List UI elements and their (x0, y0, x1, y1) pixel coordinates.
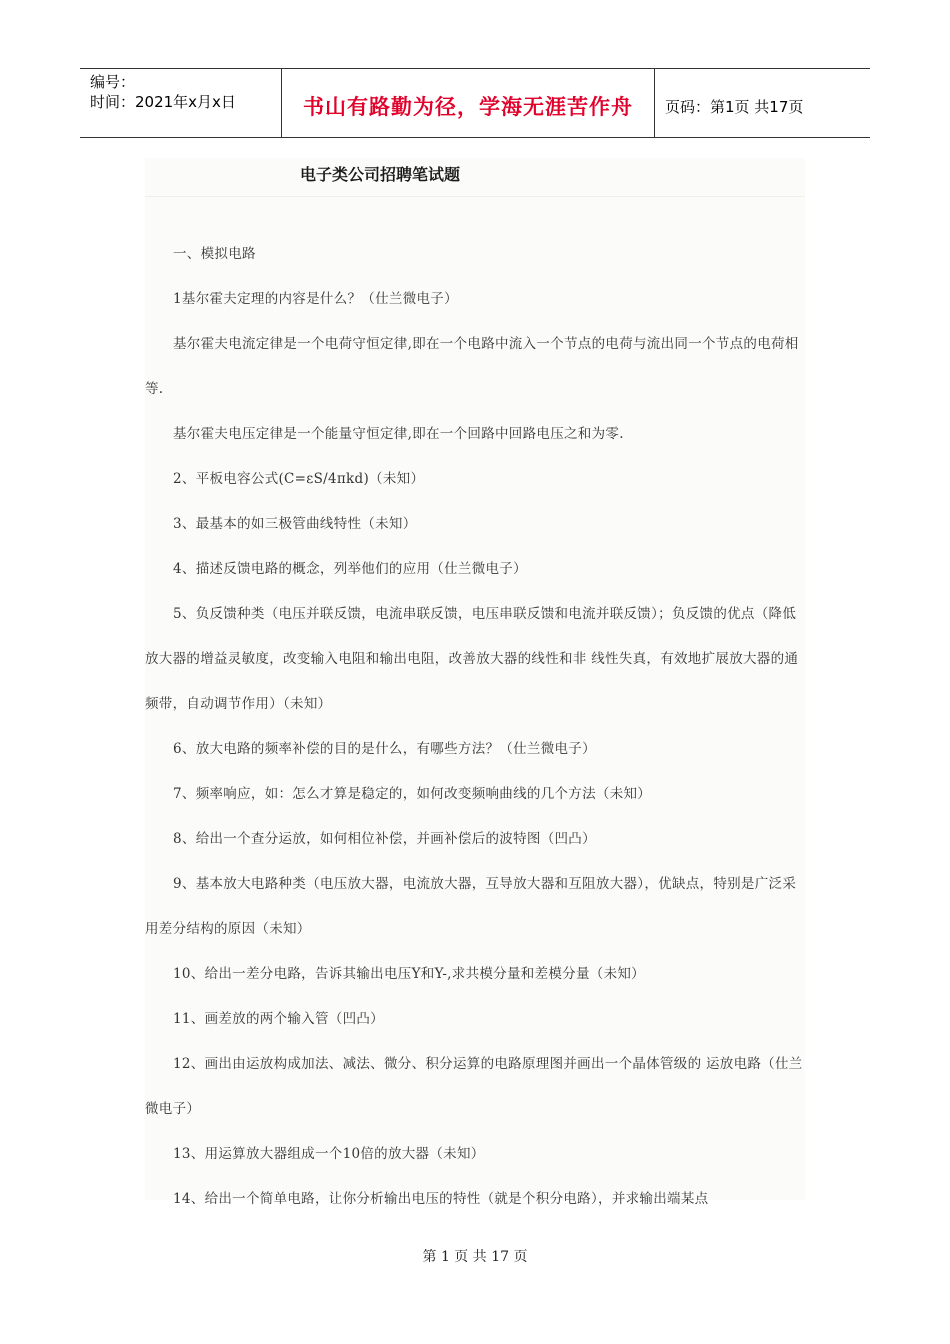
page-info: 页码：第1页 共17页 (665, 97, 804, 116)
paragraph: 4、描述反馈电路的概念，列举他们的应用（仕兰微电子） (173, 561, 527, 577)
page-footer (0, 1246, 950, 1266)
header-motto-cell (282, 69, 655, 137)
paragraph: 13、用运算放大器组成一个10倍的放大器（未知） (173, 1146, 485, 1162)
paragraph: 10、给出一差分电路，告诉其输出电压Y和Y-,求共模分量和差模分量（未知） (173, 966, 645, 982)
paragraph: 2、平板电容公式(C=εS/4πkd)（未知） (173, 471, 425, 487)
paragraph: 7、频率响应，如：怎么才算是稳定的，如何改变频响曲线的几个方法（未知） (173, 786, 652, 802)
paragraph: 一、模拟电路 (173, 246, 256, 262)
paragraph: 12、画出由运放构成加法、减法、微分、积分运算的电路原理图并画出一个晶体管级的 运放电路（仕兰微电子） (145, 1056, 803, 1117)
paragraph: 1基尔霍夫定理的内容是什么？（仕兰微电子） (173, 291, 458, 307)
document-content (145, 158, 805, 1207)
time-label: 时间：2021年x月x日 (90, 93, 236, 111)
title-row (145, 158, 805, 197)
paragraph: 8、给出一个查分运放，如何相位补偿，并画补偿后的波特图（凹凸） (173, 831, 596, 847)
paragraph: 14、给出一个简单电路，让你分析输出电压的特性（就是个积分电路），并求输出端某点 (173, 1191, 709, 1207)
paragraph: 11、画差放的两个输入管（凹凸） (173, 1011, 384, 1027)
footer-page-number: 第 1 页 共 17 页 (422, 1249, 528, 1265)
document-title: 电子类公司招聘笔试题 (300, 165, 461, 184)
paragraph: 5、负反馈种类（电压并联反馈，电流串联反馈，电压串联反馈和电流并联反馈）；负反馈的优点（降低放大器的增益灵敏度，改变输入电阻和输出电阻，改善放大器的线性和非 线性失真，有效地扩展放大器的通频带，自动调节作用）（未知） (145, 606, 799, 712)
paragraph: 6、放大电路的频率补偿的目的是什么，有哪些方法？（仕兰微电子） (173, 741, 596, 757)
paragraph: 9、基本放大电路种类（电压放大器，电流放大器，互导放大器和互阻放大器），优缺点，特别是广泛采用差分结构的原因（未知） (145, 876, 797, 937)
header-page-cell (655, 69, 870, 137)
number-label: 编号： (90, 73, 136, 91)
document-body (145, 232, 805, 1222)
paragraph: 基尔霍夫电流定律是一个电荷守恒定律,即在一个电路中流入一个节点的电荷与流出同一个节点的电荷相等. (145, 336, 799, 397)
paragraph: 基尔霍夫电压定律是一个能量守恒定律,即在一个回路中回路电压之和为零. (173, 426, 624, 442)
header-meta-cell (80, 69, 282, 137)
header-table (80, 68, 870, 138)
paragraph: 3、最基本的如三极管曲线特性（未知） (173, 516, 417, 532)
motto-text: 书山有路勤为径，学海无涯苦作舟 (303, 94, 633, 119)
